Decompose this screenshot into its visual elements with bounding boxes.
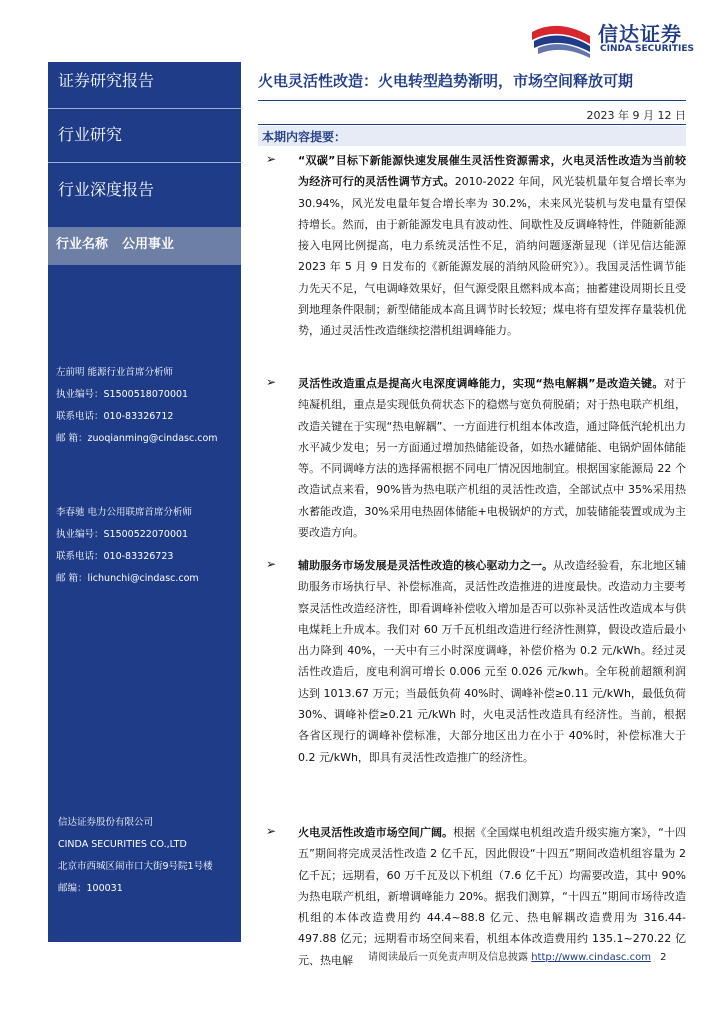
logo-name-en: CINDA SECURITIES <box>600 44 694 54</box>
bullet-body: 2010-2022 年间，风光装机量年复合增长率为 30.94%，风光发电量年复合增长率为 30.2%，未来风光装机与发电量有望保持增长。然而，由于新能源发电具有波动性、间歇性及反调峰特性，伴随新能源接入电网比例提高，电力系统灵活性不足，消纳问题逐渐显现（详见信达能源 2023 年 5 月 9 日发布的《新能源发展的消纳风险研究》）。我国灵活性调节能力先天不足，气电调峰效果好，但气源受限且燃料成本高；抽蓄建设周期长且受到地理条件限制；新型储能成本高且调节时长较短；煤电将有望发挥存量装机优势，通过灵活性改造继续挖潜机组调峰能力。 <box>298 175 687 338</box>
sidebar-divider <box>48 162 241 163</box>
bullet-body: 对于纯凝机组，重点是实现低负荷状态下的稳燃与宽负荷脱硝；对于热电联产机组，改造关键在于实现“热电解耦”、一方面进行机组本体改造，通过降低汽轮机出力水平减少发电；另一方面通过增加热储能设备，如热水罐储能、电锅炉固体储能等。不同调峰方法的选择需根据不同电厂情况因地制宜。根据国家能源局 22 个改造试点来看，90%皆为热电联产机组的灵活性改造，全部试点中 35%采用热水蓄能改造，30%采用电热固体储能+电极锅炉的方式，加装储能装置或成为主要改造方向。 <box>298 377 686 540</box>
bullet-arrow-icon: ➢ <box>266 375 277 389</box>
industry-label: 行业名称 <box>56 237 109 252</box>
bullet-text <box>298 150 686 342</box>
bullet-lead: 火电灵活性改造市场空间广阔。 <box>298 826 454 839</box>
cinda-logo-mark-icon <box>528 14 598 60</box>
report-type <box>48 68 241 91</box>
sidebar-divider <box>48 108 241 109</box>
industry-value: 公用事业 <box>122 237 175 252</box>
analyst-name-title: 李春驰 电力公用联席首席分析师 <box>56 507 193 518</box>
logo-name-cn: 信达证券 <box>598 22 682 46</box>
bullet-arrow-icon: ➢ <box>266 152 277 166</box>
analyst-cert: 执业编号：S1500522070001 <box>56 529 189 540</box>
bullet-body: 从改造经验看，东北地区辅助服务市场执行早、补偿标准高，灵活性改造推进的进度最快。改造动力主要考察灵活性改造经济性，即看调峰补偿收入增加是否可以弥补灵活性改造成本与供电煤耗上升成本。我们对 60 万千瓦机组改造进行经济性测算，假设改造后最小出力降到 40%，一天中有三小时深度调峰，补偿价格为 0.2 元/kWh。经过灵活性改造后，度电利润可增长 0.006 元至 0.026 元/kwh。全年税前超额利润达到 1013.67 万元；当最低负荷 40%时、调峰补偿≥0.11 元/kWh，最低负荷 30%、调峰补偿≥0.21 元/kWh 时，火电灵活性改造具有经济性。当前，根据各省区现行的调峰补偿标准，大部分地区出力在小于 40%时，补偿标准大于 0.2 元/kWh，即具有灵活性改造推广的经济性。 <box>298 559 687 764</box>
sidebar <box>48 62 241 942</box>
section-heading <box>258 126 686 146</box>
bullet-text <box>298 555 686 768</box>
page-title: 火电灵活性改造：火电转型趋势渐明，市场空间释放可期 <box>258 72 634 90</box>
report-type-label: 证券研究报告 <box>58 71 155 90</box>
report-subcategory-label: 行业深度报告 <box>58 180 155 199</box>
company-address: 北京市西城区闹市口大街9号院1号楼 <box>58 861 213 872</box>
analyst-phone: 联系电话：010-83326712 <box>56 411 174 422</box>
bullet-lead: 灵活性改造重点是提高火电深度调峰能力，实现“热电解耦”是改造关键。 <box>298 377 664 390</box>
page-footer <box>368 948 667 963</box>
analyst-card <box>48 362 241 450</box>
analyst-phone: 联系电话：010-83326723 <box>56 551 174 562</box>
date-rule <box>258 124 686 125</box>
report-subcategory <box>48 177 241 200</box>
bullet-arrow-icon: ➢ <box>266 557 277 571</box>
analyst-email[interactable]: 邮 箱：zuoqianming@cindasc.com <box>56 433 218 444</box>
report-date: 2023 年 9 月 12 日 <box>586 109 686 122</box>
analyst-cert: 执业编号：S1500518070001 <box>56 389 189 400</box>
bullet-arrow-icon: ➢ <box>266 824 277 838</box>
analyst-email[interactable]: 邮 箱：lichunchi@cindasc.com <box>56 573 199 584</box>
bullet-body: 根据《全国煤电机组改造升级实施方案》，“十四五”期间将完成灵活性改造 2 亿千瓦，因此假设“十四五”期间改造机组容量为 2 亿千瓦；远期看，60 万千瓦及以下机组（7.6 亿千瓦）均需要改造，其中 90%为热电联产机组，新增调峰能力 20%。据我们测算，“十四五”期间市场待改造机组的本体改造费用约 44.4~88.8 亿元、热电解耦改造费用为 316.44-497.88 亿元；远期看市场空间来看，机组本体改造费用约 135.1~270.22 亿元、热电解 <box>298 826 687 967</box>
report-category-label: 行业研究 <box>58 125 123 144</box>
section-heading-label: 本期内容提要： <box>262 130 347 144</box>
company-info <box>48 812 241 900</box>
analyst-card <box>48 502 241 590</box>
title-rule <box>258 100 686 101</box>
cinda-logo <box>528 14 708 60</box>
report-category <box>48 122 241 145</box>
bullet-lead: “双碳”目标下新能源快速发展催生灵活性资源需求，火电灵活性改造为当前较为经济可行的灵活性调节方式。 <box>298 154 686 189</box>
company-name-en: CINDA SECURITIES CO.,LTD <box>58 839 187 850</box>
analyst-name-title: 左前明 能源行业首席分析师 <box>56 367 174 378</box>
footer-website-link[interactable]: http://www.cindasc.com <box>531 952 651 963</box>
company-name-cn: 信达证券股份有限公司 <box>58 817 154 828</box>
bullet-lead: 辅助服务市场发展是灵活性改造的核心驱动力之一。 <box>298 559 554 572</box>
page-number: 2 <box>660 952 667 963</box>
company-postcode: 邮编：100031 <box>58 883 123 894</box>
bullet-text <box>298 373 686 543</box>
industry-band <box>48 227 241 265</box>
footer-disclaimer: 请阅读最后一页免责声明及信息披露 <box>368 952 528 963</box>
